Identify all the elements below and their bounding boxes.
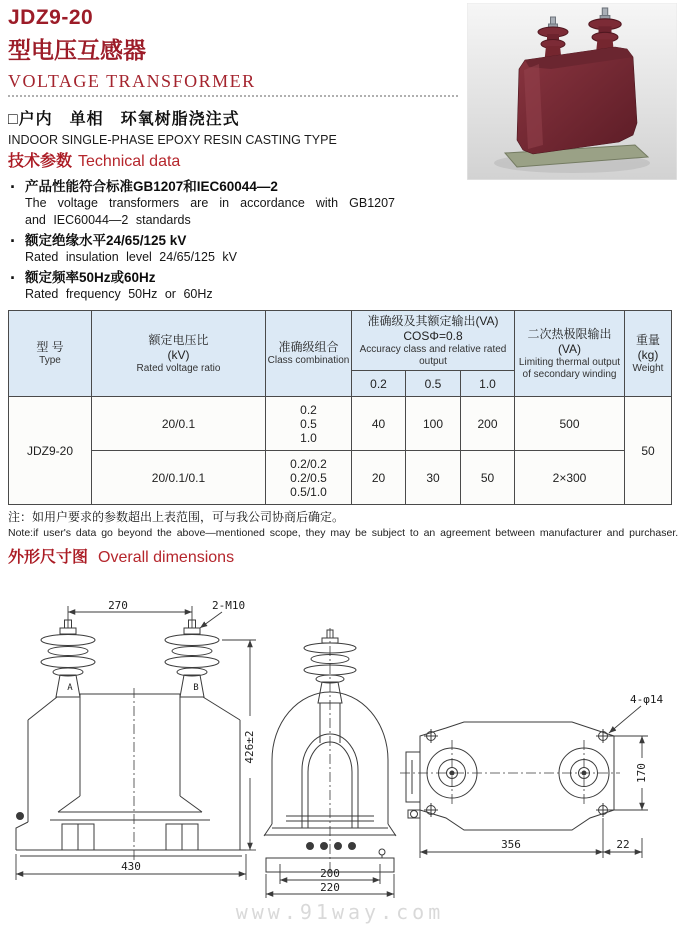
svg-text:4-φ14: 4-φ14 [630,693,664,706]
watermark: www.91way.com [235,900,445,924]
svg-text:170: 170 [635,763,648,783]
thermal-unit: (VA) [557,341,582,356]
ratio-unit: (kV) [167,347,190,362]
cell-output-0.5: 30 [406,451,461,505]
bullet-zh: · 额定频率50Hz或60Hz [25,270,156,285]
plate-outline [406,722,614,830]
dim-426 [222,640,256,850]
accuracy-col-0.5: 0.5 [406,371,461,397]
accuracy-en: Accuracy class and relative rated output [359,343,507,367]
bullet-en: Rated insulation level 24/65/125 kV [25,250,237,264]
terminal-label-a: A [67,683,73,693]
holes-callout [609,693,663,733]
dotted-divider [8,95,458,97]
dimensions-heading [8,544,234,567]
note-zh: 注：如用户要求的参数超出上表范围，可与我公司协商后确定。 [8,510,345,524]
svg-text:220: 220 [320,881,340,894]
bullet-list [8,178,460,303]
col-header-class [266,311,352,397]
class-zh: 准确级组合 [278,340,339,354]
product-title-zh: 型电压互感器 [8,37,146,63]
accuracy-col-1.0: 1.0 [461,371,515,397]
cell-output-0.5: 100 [406,397,461,451]
class-line: 0.5/1.0 [290,484,327,499]
col-header-type [9,311,92,397]
svg-text:430: 430 [121,860,141,873]
weight-unit: (kg) [637,347,659,362]
dim-170 [610,736,648,810]
cell-output-1.0: 50 [461,451,515,505]
cell-classes [266,451,352,505]
cell-classes [266,397,352,451]
svg-text:356: 356 [501,838,521,851]
class-line: 0.2/0.5 [290,470,327,485]
technical-data-heading [8,148,460,171]
ratio-zh: 额定电压比 [148,332,209,347]
cell-ratio: 20/0.1 [92,397,266,451]
bushing-right [165,620,219,697]
svg-text:270: 270 [108,599,128,612]
svg-text:426±2: 426±2 [243,730,256,764]
header [8,6,460,147]
product-type-en: INDOOR SINGLE-PHASE EPOXY RESIN CASTING TYPE [8,133,337,147]
bullet-en: The voltage transformers are in accordance with GB1207 and IEC60044—2 standards [25,196,395,227]
cell-weight: 50 [625,397,672,505]
class-line: 1.0 [300,430,317,445]
dim-22 [603,838,642,858]
cell-thermal: 500 [515,397,625,451]
heading-en: Technical data [78,153,181,170]
product-type-zh: □户内 单相 环氧树脂浇注式 [8,111,240,128]
body-outline [16,694,246,856]
col-header-weight [625,311,672,397]
weight-en: Weight [632,362,664,374]
cell-output-1.0: 200 [461,397,515,451]
table-note [8,508,679,539]
class-en: Class combination [267,355,350,366]
heading-zh: 技术参数 [8,153,73,170]
svg-text:200: 200 [320,867,340,880]
table-row [9,451,672,505]
note-en: Note:if user's data go beyond the above—mentioned scope, they may be subject to an agreement between manufacturer and purchaser. [8,527,679,539]
weight-zh: 重量 [635,332,660,347]
specification-table [8,310,672,505]
accuracy-col-0.2: 0.2 [352,371,406,397]
class-line: 0.5 [300,416,317,431]
side-view-drawing [256,628,404,898]
cell-output-0.2: 20 [352,451,406,505]
col-header-accuracy [352,311,515,371]
svg-text:22: 22 [616,838,630,851]
technical-data-section [8,148,460,306]
list-item [8,232,460,266]
dimensions-heading-zh: 外形尺寸图 [8,549,89,566]
cell-type: JDZ9-20 [9,397,92,505]
accuracy-cos: COSΦ=0.8 [403,328,463,343]
cell-output-0.2: 40 [352,397,406,451]
accuracy-zh: 准确级及其额定输出(VA) [367,313,499,328]
bullet-zh: · 产品性能符合标准GB1207和IEC60044—2 [25,179,278,194]
bullet-zh: · 额定绝缘水平24/65/125 kV [25,233,187,248]
product-photo [467,3,677,180]
dim-270 [68,599,192,628]
cell-ratio: 20/0.1/0.1 [92,451,266,505]
top-view-drawing [398,690,678,875]
class-line: 0.2/0.2 [290,456,327,471]
dim-356 [420,814,603,858]
svg-text:2-M10: 2-M10 [212,599,246,612]
list-item [8,178,460,229]
list-item [8,269,460,303]
class-line: 0.2 [300,402,317,417]
cell-thermal: 2×300 [515,451,625,505]
thermal-zh: 二次热极限输出 [527,326,612,341]
col-header-ratio [92,311,266,397]
dimensions-heading-en: Overall dimensions [98,549,235,566]
type-zh: 型 号 [36,340,64,354]
terminal-label-b: B [193,683,199,693]
col-header-thermal [515,311,625,397]
ratio-en: Rated voltage ratio [136,362,221,374]
thermal-en: Limiting thermal output of secondary winding [518,356,621,380]
product-title-en: VOLTAGE TRANSFORMER [8,71,256,91]
terminal-callout [200,599,245,628]
dim-430 [16,854,246,880]
product-model: JDZ9-20 [8,6,94,29]
table-row [9,397,672,451]
front-view-drawing [10,598,258,886]
bullet-en: Rated frequency 50Hz or 60Hz [25,287,213,301]
type-en: Type [39,355,61,366]
